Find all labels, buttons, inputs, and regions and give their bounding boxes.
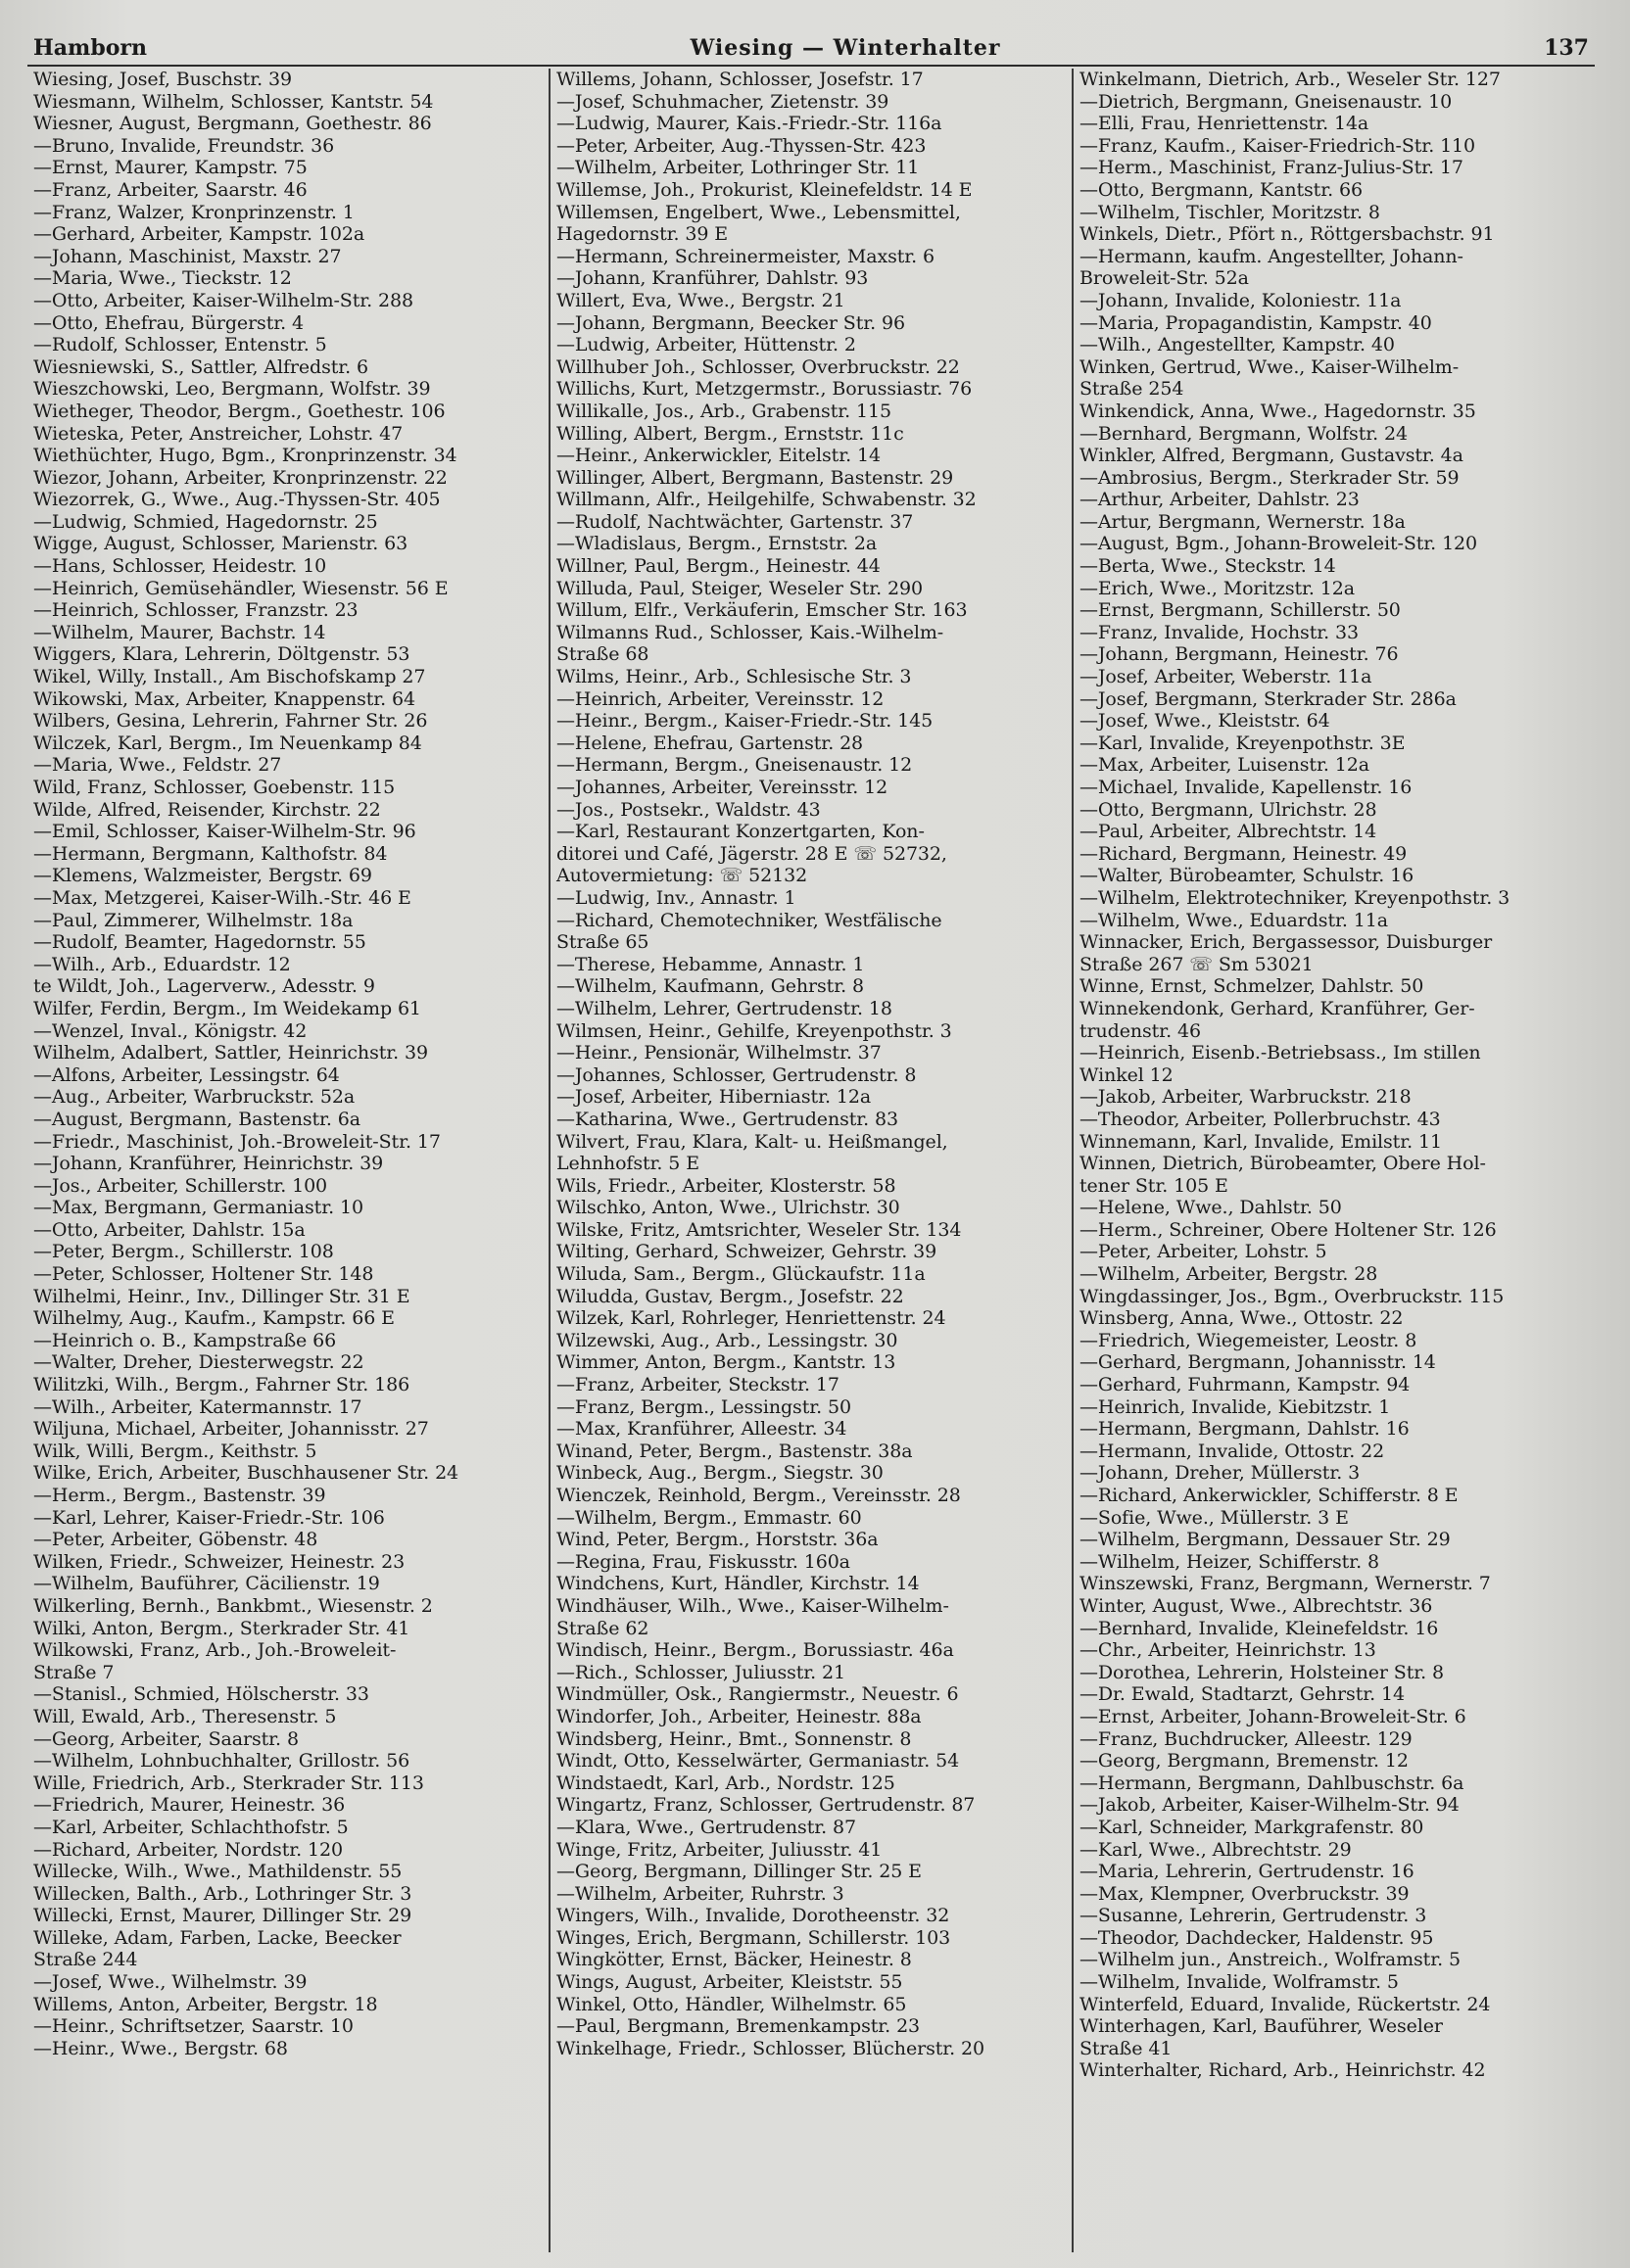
directory-entry: —Otto, Arbeiter, Kaiser-Wilhelm-Str. 288	[33, 289, 413, 311]
directory-entry: Wiezorrek, G., Wwe., Aug.-Thyssen-Str. 405	[33, 489, 441, 511]
directory-entry: —Heinr., Ankerwickler, Eitelstr. 14	[556, 445, 881, 467]
directory-entry: Willeke, Adam, Farben, Lacke, Beecker	[33, 1926, 402, 1949]
directory-entry: —Max, Metzgerei, Kaiser-Wilh.-Str. 46 E	[33, 886, 411, 909]
directory-entry: —Johannes, Schlosser, Gertrudenstr. 8	[556, 1063, 917, 1086]
directory-entry: Winterhalter, Richard, Arb., Heinrichstr. 42	[1079, 2059, 1486, 2082]
directory-entry: Winge, Fritz, Arbeiter, Juliusstr. 41	[556, 1838, 883, 1861]
directory-entry: —Heinr., Bergm., Kaiser-Friedr.-Str. 145	[556, 710, 934, 732]
directory-entry: Willert, Eva, Wwe., Bergstr. 21	[556, 289, 845, 311]
directory-entry: —Arthur, Arbeiter, Dahlstr. 23	[1079, 489, 1360, 511]
directory-entry: —Klemens, Walzmeister, Bergstr. 69	[33, 865, 372, 887]
directory-entry: Wimmer, Anton, Bergm., Kantstr. 13	[556, 1351, 896, 1374]
directory-entry: —Wilhelm, Bergmann, Dessauer Str. 29	[1079, 1529, 1451, 1551]
directory-entry: —Hans, Schlosser, Heidestr. 10	[33, 555, 327, 578]
page-header	[27, 35, 1595, 67]
directory-entry: —Alfons, Arbeiter, Lessingstr. 64	[33, 1063, 340, 1086]
directory-entry: —Heinrich, Schlosser, Franzstr. 23	[33, 599, 359, 622]
directory-entry: —Wilhelm, Kaufmann, Gehrstr. 8	[556, 975, 864, 998]
directory-entry: Wilkowski, Franz, Arb., Joh.-Broweleit-	[33, 1639, 397, 1662]
directory-entry: —Karl, Schneider, Markgrafenstr. 80	[1079, 1816, 1424, 1838]
directory-entry: Windt, Otto, Kesselwärter, Germaniastr. 54	[556, 1750, 960, 1772]
directory-entry: Willner, Paul, Bergm., Heinestr. 44	[556, 555, 881, 578]
directory-entry: Wiluda, Sam., Bergm., Glückaufstr. 11a	[556, 1263, 926, 1286]
directory-entry: Winterfeld, Eduard, Invalide, Rückertstr. 24	[1079, 1993, 1491, 2015]
directory-entry: Wigge, August, Schlosser, Marienstr. 63	[33, 533, 408, 555]
directory-entry: —Otto, Bergmann, Ulrichstr. 28	[1079, 798, 1377, 821]
directory-entry: —Jos., Postsekr., Waldstr. 43	[556, 798, 821, 821]
directory-entry: Straße 7	[33, 1661, 115, 1683]
directory-entry: Wilhelmi, Heinr., Inv., Dillinger Str. 31 E	[33, 1285, 410, 1307]
directory-entry: —Franz, Arbeiter, Steckstr. 17	[556, 1374, 839, 1396]
column-1	[27, 69, 549, 2252]
directory-entry: —Heinrich, Arbeiter, Vereinsstr. 12	[556, 687, 885, 710]
directory-entry: —Ludwig, Arbeiter, Hüttenstr. 2	[556, 334, 856, 356]
directory-entry: —Hermann, Bergmann, Dahlstr. 16	[1079, 1418, 1410, 1441]
directory-entry: —Heinrich o. B., Kampstraße 66	[33, 1329, 337, 1351]
directory-entry: —Katharina, Wwe., Gertrudenstr. 83	[556, 1108, 899, 1130]
directory-entry: —Max, Klempner, Overbruckstr. 39	[1079, 1882, 1410, 1905]
directory-entry: —Heinrich, Gemüsehändler, Wiesenstr. 56 E	[33, 577, 449, 599]
directory-entry: —Herm., Bergm., Bastenstr. 39	[33, 1485, 326, 1506]
directory-entry: —Rudolf, Schlosser, Entenstr. 5	[33, 334, 327, 356]
directory-entry: Wiesmann, Wilhelm, Schlosser, Kantstr. 54	[33, 90, 434, 113]
directory-entry: —Walter, Bürobeamter, Schulstr. 16	[1079, 865, 1414, 887]
directory-entry: —Peter, Schlosser, Holtener Str. 148	[33, 1263, 374, 1286]
directory-entry: —Josef, Arbeiter, Weberstr. 11a	[1079, 666, 1372, 688]
directory-entry: —Wilhelm jun., Anstreich., Wolframstr. 5	[1079, 1949, 1461, 1971]
directory-entry: —Maria, Propagandistin, Kampstr. 40	[1079, 311, 1432, 334]
directory-entry: Wingartz, Franz, Schlosser, Gertrudenstr. 87	[556, 1794, 976, 1817]
directory-entry: Wiesner, August, Bergmann, Goethestr. 86	[33, 113, 432, 135]
directory-entry: Winsberg, Anna, Wwe., Ottostr. 22	[1079, 1307, 1404, 1330]
directory-entry: Wingkötter, Ernst, Bäcker, Heinestr. 8	[556, 1949, 912, 1971]
directory-entry: —Johann, Maschinist, Maxstr. 27	[33, 245, 342, 267]
directory-entry: —Georg, Bergmann, Bremenstr. 12	[1079, 1750, 1409, 1772]
directory-entry: Wieszchowski, Leo, Bergmann, Wolfstr. 39	[33, 378, 431, 401]
directory-entry: —Heinr., Pensionär, Wilhelmstr. 37	[556, 1042, 882, 1064]
directory-entry: —Johannes, Arbeiter, Vereinsstr. 12	[556, 777, 888, 798]
directory-entry: —Regina, Frau, Fiskusstr. 160a	[556, 1550, 850, 1573]
directory-entry: —Heinrich, Eisenb.-Betriebsass., Im stillen	[1079, 1042, 1481, 1064]
directory-entry: Wilmsen, Heinr., Gehilfe, Kreyenpothstr. 3	[556, 1019, 952, 1042]
directory-entry: Wild, Franz, Schlosser, Goebenstr. 115	[33, 777, 396, 798]
directory-entry: Willing, Albert, Bergm., Ernststr. 11c	[556, 422, 904, 445]
directory-entry: —Richard, Chemotechniker, Westfälische	[556, 909, 942, 931]
directory-entry: —Wilh., Arb., Eduardstr. 12	[33, 953, 291, 975]
directory-entry: Wiethüchter, Hugo, Bgm., Kronprinzenstr. 34	[33, 445, 457, 467]
directory-entry: —Sofie, Wwe., Müllerstr. 3 E	[1079, 1506, 1349, 1529]
directory-entry: Will, Ewald, Arb., Theresenstr. 5	[33, 1705, 337, 1727]
directory-entry: Wille, Friedrich, Arb., Sterkrader Str. 113	[33, 1772, 424, 1794]
directory-entry: —Johann, Bergmann, Heinestr. 76	[1079, 643, 1399, 666]
directory-entry: —Gerhard, Bergmann, Johannisstr. 14	[1079, 1351, 1436, 1374]
directory-entry: —Wilhelm, Lohnbuchhalter, Grillostr. 56	[33, 1750, 410, 1772]
directory-entry: Straße 41	[1079, 2037, 1173, 2059]
directory-entry: —Bruno, Invalide, Freundstr. 36	[33, 134, 335, 157]
directory-entry: Wilbers, Gesina, Lehrerin, Fahrner Str. 26	[33, 710, 428, 732]
directory-entry: —Michael, Invalide, Kapellenstr. 16	[1079, 777, 1413, 798]
directory-entry: Wilfer, Ferdin, Bergm., Im Weidekamp 61	[33, 997, 421, 1019]
directory-entry: Willems, Johann, Schlosser, Josefstr. 17	[556, 69, 924, 90]
directory-entry: Willmann, Alfr., Heilgehilfe, Schwabenstr. 32	[556, 489, 977, 511]
directory-entry: te Wildt, Joh., Lagerverw., Adesstr. 9	[33, 975, 375, 998]
directory-entry: Straße 65	[556, 931, 649, 954]
directory-entry: —Wilh., Angestellter, Kampstr. 40	[1079, 334, 1395, 356]
directory-entry: Wiesing, Josef, Buschstr. 39	[33, 69, 292, 90]
directory-entry: —Maria, Lehrerin, Gertrudenstr. 16	[1079, 1861, 1414, 1883]
directory-entry: —Peter, Arbeiter, Aug.-Thyssen-Str. 423	[556, 134, 927, 157]
directory-entry: Wilzek, Karl, Rohrleger, Henriettenstr. 24	[556, 1307, 946, 1330]
directory-entry: Straße 62	[556, 1617, 649, 1639]
header-left: Hamborn	[33, 35, 147, 61]
directory-entry: —Franz, Invalide, Hochstr. 33	[1079, 621, 1359, 643]
directory-entry: —Johann, Kranführer, Dahlstr. 93	[556, 267, 869, 290]
directory-entry: —Theodor, Dachdecker, Haldenstr. 95	[1079, 1926, 1434, 1949]
directory-entry: Windsberg, Heinr., Bmt., Sonnenstr. 8	[556, 1727, 912, 1750]
directory-entry: —Franz, Kaufm., Kaiser-Friedrich-Str. 110	[1079, 134, 1476, 157]
directory-entry: —Friedrich, Wiegemeister, Leostr. 8	[1079, 1329, 1417, 1351]
directory-entry: Wilting, Gerhard, Schweizer, Gehrstr. 39	[556, 1241, 937, 1263]
directory-entry: —Josef, Wwe., Wilhelmstr. 39	[33, 1971, 308, 1994]
directory-entry: Winges, Erich, Bergmann, Schillerstr. 103	[556, 1926, 951, 1949]
directory-entry: —Rudolf, Nachtwächter, Gartenstr. 37	[556, 510, 914, 533]
directory-entry: —Gerhard, Fuhrmann, Kampstr. 94	[1079, 1374, 1411, 1396]
directory-entry: —Therese, Hebamme, Annastr. 1	[556, 953, 865, 975]
columns	[27, 69, 1595, 2252]
directory-entry: Wikel, Willy, Install., Am Bischofskamp 27	[33, 666, 426, 688]
directory-entry: —Dorothea, Lehrerin, Holsteiner Str. 8	[1079, 1661, 1445, 1683]
directory-entry: Wils, Friedr., Arbeiter, Klosterstr. 58	[556, 1174, 896, 1197]
directory-entry: —Ambrosius, Bergm., Sterkrader Str. 59	[1079, 466, 1460, 489]
directory-entry: —Max, Bergmann, Germaniastr. 10	[33, 1197, 363, 1219]
directory-entry: trudenstr. 46	[1079, 1019, 1201, 1042]
directory-entry: —Richard, Bergmann, Heinestr. 49	[1079, 842, 1408, 865]
directory-entry: —Wilhelm, Heizer, Schifferstr. 8	[1079, 1550, 1379, 1573]
directory-entry: —Wilhelm, Arbeiter, Ruhrstr. 3	[556, 1882, 844, 1905]
directory-entry: —Karl, Lehrer, Kaiser-Friedr.-Str. 106	[33, 1506, 385, 1529]
directory-entry: Windchens, Kurt, Händler, Kirchstr. 14	[556, 1573, 920, 1595]
directory-entry: —August, Bergmann, Bastenstr. 6a	[33, 1108, 361, 1130]
directory-entry: Willichs, Kurt, Metzgermstr., Borussiastr. 76	[556, 378, 973, 401]
directory-entry: —Karl, Wwe., Albrechtstr. 29	[1079, 1838, 1352, 1861]
directory-entry: Willum, Elfr., Verkäuferin, Emscher Str. 163	[556, 599, 968, 622]
directory-entry: —Maria, Wwe., Feldstr. 27	[33, 754, 282, 777]
directory-entry: —Wladislaus, Bergm., Ernststr. 2a	[556, 533, 878, 555]
directory-entry: Willinger, Albert, Bergmann, Bastenstr. 29	[556, 466, 954, 489]
directory-entry: —Ludwig, Schmied, Hagedornstr. 25	[33, 510, 378, 533]
directory-entry: —Ernst, Bergmann, Schillerstr. 50	[1079, 599, 1401, 622]
column-3	[1072, 69, 1595, 2252]
directory-entry: —Richard, Arbeiter, Nordstr. 120	[33, 1838, 343, 1861]
directory-entry: Wind, Peter, Bergm., Horststr. 36a	[556, 1529, 879, 1551]
directory-entry: —Jos., Arbeiter, Schillerstr. 100	[33, 1174, 328, 1197]
directory-entry: —Susanne, Lehrerin, Gertrudenstr. 3	[1079, 1905, 1427, 1927]
directory-entry: —Rudolf, Beamter, Hagedornstr. 55	[33, 931, 366, 954]
directory-entry: —Max, Arbeiter, Luisenstr. 12a	[1079, 754, 1369, 777]
directory-entry: Wieteska, Peter, Anstreicher, Lohstr. 47	[33, 422, 404, 445]
directory-entry: Straße 68	[556, 643, 649, 666]
directory-entry: Willecke, Wilh., Wwe., Mathildenstr. 55	[33, 1861, 403, 1883]
directory-entry: tener Str. 105 E	[1079, 1174, 1228, 1197]
directory-entry: Wikowski, Max, Arbeiter, Knappenstr. 64	[33, 687, 416, 710]
directory-entry: —Paul, Zimmerer, Wilhelmstr. 18a	[33, 909, 354, 931]
directory-entry: —Hermann, kaufm. Angestellter, Johann-	[1079, 245, 1463, 267]
header-center: Wiesing — Winterhalter	[690, 35, 1001, 61]
directory-entry: Willems, Anton, Arbeiter, Bergstr. 18	[33, 1993, 378, 2015]
directory-entry: Willuda, Paul, Steiger, Weseler Str. 290	[556, 577, 923, 599]
directory-entry: Wilvert, Frau, Klara, Kalt- u. Heißmangel,	[556, 1130, 948, 1153]
directory-entry: Wilde, Alfred, Reisender, Kirchstr. 22	[33, 798, 381, 821]
directory-entry: Wilken, Friedr., Schweizer, Heinestr. 23	[33, 1550, 406, 1573]
directory-entry: Winkels, Dietr., Pfört n., Röttgersbachstr. 91	[1079, 223, 1495, 246]
directory-entry: Wilki, Anton, Bergm., Sterkrader Str. 41	[33, 1617, 410, 1639]
directory-entry: ditorei und Café, Jägerstr. 28 E ☏ 52732,	[556, 842, 947, 865]
directory-entry: Wings, August, Arbeiter, Kleiststr. 55	[556, 1971, 903, 1994]
directory-entry: —Peter, Arbeiter, Lohstr. 5	[1079, 1241, 1327, 1263]
directory-entry: Wiesniewski, S., Sattler, Alfredstr. 6	[33, 355, 369, 378]
directory-entry: —Aug., Arbeiter, Warbruckstr. 52a	[33, 1086, 356, 1109]
directory-entry: —Wilhelm, Bauführer, Cäcilienstr. 19	[33, 1573, 380, 1595]
directory-entry: —Georg, Bergmann, Dillinger Str. 25 E	[556, 1861, 922, 1883]
directory-entry: —Richard, Ankerwickler, Schifferstr. 8 E	[1079, 1485, 1459, 1506]
directory-entry: Wilmanns Rud., Schlosser, Kais.-Wilhelm-	[556, 621, 944, 643]
directory-entry: —Wilhelm, Bergm., Emmastr. 60	[556, 1506, 862, 1529]
directory-entry: Winnemann, Karl, Invalide, Emilstr. 11	[1079, 1130, 1442, 1153]
directory-entry: —Gerhard, Arbeiter, Kampstr. 102a	[33, 223, 365, 246]
directory-entry: —Erich, Wwe., Moritzstr. 12a	[1079, 577, 1356, 599]
directory-entry: —Karl, Restaurant Konzertgarten, Kon-	[556, 821, 925, 843]
directory-entry: Winken, Gertrud, Wwe., Kaiser-Wilhelm-	[1079, 355, 1460, 378]
directory-entry: Wilitzki, Wilh., Bergm., Fahrner Str. 186	[33, 1374, 410, 1396]
directory-entry: Winne, Ernst, Schmelzer, Dahlstr. 50	[1079, 975, 1424, 998]
directory-entry: —Max, Kranführer, Alleestr. 34	[556, 1418, 847, 1441]
directory-entry: —Paul, Arbeiter, Albrechtstr. 14	[1079, 821, 1377, 843]
directory-entry: —Franz, Walzer, Kronprinzenstr. 1	[33, 201, 355, 223]
directory-entry: —Wilhelm, Arbeiter, Bergstr. 28	[1079, 1263, 1378, 1286]
directory-entry: Wilhelmy, Aug., Kaufm., Kampstr. 66 E	[33, 1307, 395, 1330]
directory-entry: Wilke, Erich, Arbeiter, Buschhausener Str. 24	[33, 1462, 459, 1485]
directory-entry: —Walter, Dreher, Diesterwegstr. 22	[33, 1351, 364, 1374]
directory-entry: —Ludwig, Inv., Annastr. 1	[556, 886, 796, 909]
directory-entry: Wiezor, Johann, Arbeiter, Kronprinzenstr. 22	[33, 466, 448, 489]
directory-entry: Straße 244	[33, 1949, 138, 1971]
directory-entry: Winkel 12	[1079, 1063, 1174, 1086]
directory-entry: —Wilh., Arbeiter, Katermannstr. 17	[33, 1395, 362, 1418]
directory-entry: Wiggers, Klara, Lehrerin, Döltgenstr. 53	[33, 643, 410, 666]
directory-entry: Broweleit-Str. 52a	[1079, 267, 1249, 290]
directory-entry: —Ernst, Maurer, Kampstr. 75	[33, 157, 308, 179]
directory-entry: —Klara, Wwe., Gertrudenstr. 87	[556, 1816, 856, 1838]
directory-entry: —Josef, Bergmann, Sterkrader Str. 286a	[1079, 687, 1457, 710]
directory-entry: —Stanisl., Schmied, Hölscherstr. 33	[33, 1683, 369, 1706]
directory-entry: —Wilhelm, Wwe., Eduardstr. 11a	[1079, 909, 1388, 931]
directory-entry: —Franz, Buchdrucker, Alleestr. 129	[1079, 1727, 1413, 1750]
directory-entry: Wienczek, Reinhold, Bergm., Vereinsstr. 28	[556, 1485, 961, 1506]
directory-entry: —Josef, Arbeiter, Hiberniastr. 12a	[556, 1086, 872, 1109]
directory-entry: Wilske, Fritz, Amtsrichter, Weseler Str. 134	[556, 1218, 962, 1241]
directory-entry: Winkler, Alfred, Bergmann, Gustavstr. 4a	[1079, 445, 1463, 467]
directory-entry: —Otto, Ehefrau, Bürgerstr. 4	[33, 311, 304, 334]
directory-entry: —Dietrich, Bergmann, Gneisenaustr. 10	[1079, 90, 1453, 113]
directory-entry: —Johann, Invalide, Koloniestr. 11a	[1079, 289, 1402, 311]
directory-entry: —Johann, Bergmann, Beecker Str. 96	[556, 311, 905, 334]
directory-entry: Straße 267 ☏ Sm 53021	[1079, 953, 1314, 975]
directory-entry: —Karl, Arbeiter, Schlachthofstr. 5	[33, 1816, 349, 1838]
directory-entry: Wilkerling, Bernh., Bankbmt., Wiesenstr. 2	[33, 1594, 433, 1617]
directory-entry: —Georg, Arbeiter, Saarstr. 8	[33, 1727, 299, 1750]
directory-entry: —August, Bgm., Johann-Broweleit-Str. 120	[1079, 533, 1478, 555]
directory-entry: Winkel, Otto, Händler, Wilhelmstr. 65	[556, 1993, 907, 2015]
directory-entry: —Wenzel, Inval., Königstr. 42	[33, 1019, 308, 1042]
directory-entry: —Josef, Wwe., Kleiststr. 64	[1079, 710, 1330, 732]
column-2	[549, 69, 1072, 2252]
directory-entry: —Jakob, Arbeiter, Warbruckstr. 218	[1079, 1086, 1412, 1109]
directory-entry: Wiljuna, Michael, Arbeiter, Johannisstr. 27	[33, 1418, 429, 1441]
directory-entry: —Friedrich, Maurer, Heinestr. 36	[33, 1794, 346, 1817]
directory-entry: Willecki, Ernst, Maurer, Dillinger Str. 29	[33, 1905, 412, 1927]
directory-entry: —Wilhelm, Invalide, Wolframstr. 5	[1079, 1971, 1399, 1994]
directory-entry: —Wilhelm, Elektrotechniker, Kreyenpothstr. 3	[1079, 886, 1510, 909]
directory-entry: —Wilhelm, Tischler, Moritzstr. 8	[1079, 201, 1380, 223]
directory-entry: —Peter, Bergm., Schillerstr. 108	[33, 1241, 334, 1263]
directory-entry: —Karl, Invalide, Kreyenpothstr. 3E	[1079, 732, 1406, 754]
directory-entry: —Dr. Ewald, Stadtarzt, Gehrstr. 14	[1079, 1683, 1405, 1706]
directory-entry: Winnacker, Erich, Bergassessor, Duisburger	[1079, 931, 1493, 954]
directory-entry: —Hermann, Bergmann, Kalthofstr. 84	[33, 842, 388, 865]
directory-entry: —Ludwig, Maurer, Kais.-Friedr.-Str. 116a	[556, 113, 942, 135]
directory-entry: —Johann, Kranführer, Heinrichstr. 39	[33, 1153, 384, 1175]
directory-entry: —Artur, Bergmann, Wernerstr. 18a	[1079, 510, 1406, 533]
directory-entry: —Wilhelm, Maurer, Bachstr. 14	[33, 621, 326, 643]
directory-entry: Winand, Peter, Bergm., Bastenstr. 38a	[556, 1440, 913, 1462]
directory-entry: Wilhelm, Adalbert, Sattler, Heinrichstr. 39	[33, 1042, 429, 1064]
directory-entry: Winkendick, Anna, Wwe., Hagedornstr. 35	[1079, 400, 1476, 422]
directory-entry: —Josef, Schuhmacher, Zietenstr. 39	[556, 90, 889, 113]
directory-entry: Wingdassinger, Jos., Bgm., Overbruckstr. 115	[1079, 1285, 1505, 1307]
directory-entry: Winterhagen, Karl, Bauführer, Weseler	[1079, 2015, 1443, 2038]
directory-entry: —Theodor, Arbeiter, Pollerbruchstr. 43	[1079, 1108, 1441, 1130]
directory-entry: Wingers, Wilh., Invalide, Dorotheenstr. 32	[556, 1905, 950, 1927]
directory-entry: —Peter, Arbeiter, Göbenstr. 48	[33, 1529, 318, 1551]
directory-entry: —Bernhard, Invalide, Kleinefeldstr. 16	[1079, 1617, 1439, 1639]
directory-entry: Winszewski, Franz, Bergmann, Wernerstr. 7	[1079, 1573, 1491, 1595]
directory-entry: Wilczek, Karl, Bergm., Im Neuenkamp 84	[33, 732, 422, 754]
directory-entry: —Wilhelm, Lehrer, Gertrudenstr. 18	[556, 997, 892, 1019]
directory-entry: Wilk, Willi, Bergm., Keithstr. 5	[33, 1440, 317, 1462]
directory-entry: —Emil, Schlosser, Kaiser-Wilhelm-Str. 96	[33, 821, 416, 843]
directory-entry: Winkelhage, Friedr., Schlosser, Blücherstr. 20	[556, 2037, 985, 2059]
directory-entry: Wilzewski, Aug., Arb., Lessingstr. 30	[556, 1329, 898, 1351]
directory-entry: —Franz, Bergm., Lessingstr. 50	[556, 1395, 851, 1418]
directory-entry: —Bernhard, Bergmann, Wolfstr. 24	[1079, 422, 1408, 445]
directory-entry: Winter, August, Wwe., Albrechtstr. 36	[1079, 1594, 1433, 1617]
directory-entry: —Chr., Arbeiter, Heinrichstr. 13	[1079, 1639, 1376, 1662]
directory-entry: Willecken, Balth., Arb., Lothringer Str. 3	[33, 1882, 412, 1905]
directory-entry: Winnen, Dietrich, Bürobeamter, Obere Hol-	[1079, 1153, 1486, 1175]
directory-entry: —Johann, Dreher, Müllerstr. 3	[1079, 1462, 1361, 1485]
directory-entry: —Ernst, Arbeiter, Johann-Broweleit-Str. 6	[1079, 1705, 1466, 1727]
directory-entry: Winbeck, Aug., Bergm., Siegstr. 30	[556, 1462, 884, 1485]
directory-entry: —Hermann, Schreinermeister, Maxstr. 6	[556, 245, 935, 267]
directory-entry: —Helene, Wwe., Dahlstr. 50	[1079, 1197, 1342, 1219]
directory-entry: Winkelmann, Dietrich, Arb., Weseler Str. 127	[1079, 69, 1501, 90]
directory-entry: —Hermann, Invalide, Ottostr. 22	[1079, 1440, 1385, 1462]
directory-entry: Windhäuser, Wilh., Wwe., Kaiser-Wilhelm-	[556, 1594, 949, 1617]
directory-entry: —Herm., Maschinist, Franz-Julius-Str. 17	[1079, 157, 1463, 179]
directory-entry: —Otto, Arbeiter, Dahlstr. 15a	[33, 1218, 306, 1241]
directory-entry: —Paul, Bergmann, Bremenkampstr. 23	[556, 2015, 921, 2038]
directory-entry: Straße 254	[1079, 378, 1184, 401]
directory-entry: Windmüller, Osk., Rangiermstr., Neuestr. 6	[556, 1683, 959, 1706]
directory-entry: Wilschko, Anton, Wwe., Ulrichstr. 30	[556, 1197, 900, 1219]
directory-entry: Windorfer, Joh., Arbeiter, Heinestr. 88a	[556, 1705, 922, 1727]
directory-entry: —Heinr., Schriftsetzer, Saarstr. 10	[33, 2015, 354, 2038]
directory-entry: —Heinr., Wwe., Bergstr. 68	[33, 2037, 288, 2059]
directory-entry: —Franz, Arbeiter, Saarstr. 46	[33, 178, 308, 201]
directory-entry: Wilms, Heinr., Arb., Schlesische Str. 3	[556, 666, 912, 688]
directory-entry: Willemsen, Engelbert, Wwe., Lebensmittel,	[556, 201, 961, 223]
directory-entry: —Rich., Schlosser, Juliusstr. 21	[556, 1661, 846, 1683]
directory-entry: Lehnhofstr. 5 E	[556, 1153, 700, 1175]
directory-entry: —Elli, Frau, Henriettenstr. 14a	[1079, 113, 1369, 135]
directory-entry: Windstaedt, Karl, Arb., Nordstr. 125	[556, 1772, 895, 1794]
directory-entry: —Hermann, Bergm., Gneisenaustr. 12	[556, 754, 913, 777]
directory-entry: —Heinrich, Invalide, Kiebitzstr. 1	[1079, 1395, 1391, 1418]
directory-entry: Willikalle, Jos., Arb., Grabenstr. 115	[556, 400, 891, 422]
directory-entry: —Helene, Ehefrau, Gartenstr. 28	[556, 732, 864, 754]
directory-entry: —Wilhelm, Arbeiter, Lothringer Str. 11	[556, 157, 920, 179]
directory-entry: —Hermann, Bergmann, Dahlbuschstr. 6a	[1079, 1772, 1464, 1794]
directory-entry: Hagedornstr. 39 E	[556, 223, 729, 246]
directory-entry: Wietheger, Theodor, Bergm., Goethestr. 106	[33, 400, 446, 422]
directory-entry: Autovermietung: ☏ 52132	[556, 865, 808, 887]
page-number: 137	[1544, 35, 1589, 61]
directory-entry: —Otto, Bergmann, Kantstr. 66	[1079, 178, 1363, 201]
directory-entry: —Herm., Schreiner, Obere Holtener Str. 126	[1079, 1218, 1497, 1241]
directory-entry: —Berta, Wwe., Steckstr. 14	[1079, 555, 1336, 578]
directory-entry: Winnekendonk, Gerhard, Kranführer, Ger-	[1079, 997, 1475, 1019]
directory-entry: Willhuber Joh., Schlosser, Overbruckstr. 22	[556, 355, 960, 378]
directory-entry: —Friedr., Maschinist, Joh.-Broweleit-Str. 17	[33, 1130, 441, 1153]
directory-entry: —Maria, Wwe., Tieckstr. 12	[33, 267, 292, 290]
directory-entry: Willemse, Joh., Prokurist, Kleinefeldstr. 14 E	[556, 178, 973, 201]
directory-entry: Windisch, Heinr., Bergm., Borussiastr. 46a	[556, 1639, 954, 1662]
directory-entry: —Jakob, Arbeiter, Kaiser-Wilhelm-Str. 94	[1079, 1794, 1460, 1817]
directory-entry: Wiludda, Gustav, Bergm., Josefstr. 22	[556, 1285, 904, 1307]
